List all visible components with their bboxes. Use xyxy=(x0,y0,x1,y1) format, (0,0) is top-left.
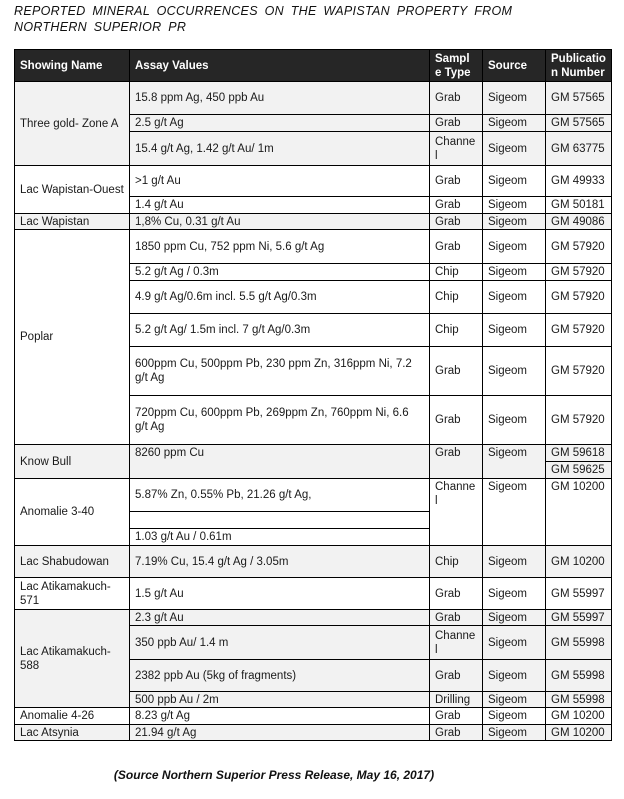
publication-number: GM 55997 xyxy=(546,578,612,610)
table-row xyxy=(15,578,612,610)
publication-number: GM 57920 xyxy=(546,396,612,445)
sample-type: Channe l xyxy=(430,626,483,660)
assay-value: 7.19% Cu, 15.4 g/t Ag / 3.05m xyxy=(130,546,430,578)
assay-value: 15.4 g/t Ag, 1.42 g/t Au/ 1m xyxy=(130,132,430,166)
assay-value: 15.8 ppm Ag, 450 ppb Au xyxy=(130,82,430,115)
showing-name: Poplar xyxy=(15,230,130,445)
sample-type: Grab xyxy=(430,610,483,626)
table-row xyxy=(15,708,612,725)
publication-number: GM 49933 xyxy=(546,166,612,197)
source: Sigeom xyxy=(483,230,546,264)
sample-type: Drilling xyxy=(430,692,483,708)
showing-name: Know Bull xyxy=(15,445,130,479)
publication-number: GM 10200 xyxy=(546,479,612,546)
table-row xyxy=(15,546,612,578)
source: Sigeom xyxy=(483,692,546,708)
assay-value: 5.2 g/t Ag/ 1.5m incl. 7 g/t Ag/0.3m xyxy=(130,314,430,347)
sample-type: Grab xyxy=(430,445,483,479)
showing-name: Three gold- Zone A xyxy=(15,82,130,166)
showing-name: Lac Atikamakuch-571 xyxy=(15,578,130,610)
source: Sigeom xyxy=(483,214,546,230)
sample-type: Grab xyxy=(430,230,483,264)
publication-number: GM 59625 xyxy=(546,462,612,479)
table-row xyxy=(15,230,612,264)
publication-number: GM 63775 xyxy=(546,132,612,166)
source: Sigeom xyxy=(483,264,546,281)
table-row xyxy=(15,445,612,462)
source: Sigeom xyxy=(483,578,546,610)
publication-number: GM 10200 xyxy=(546,708,612,725)
source: Sigeom xyxy=(483,82,546,115)
assay-value: 1850 ppm Cu, 752 ppm Ni, 5.6 g/t Ag xyxy=(130,230,430,264)
assay-value: 720ppm Cu, 600ppm Pb, 269ppm Zn, 760ppm Ni, 6.6 g/t Ag xyxy=(130,396,430,445)
publication-number: GM 55998 xyxy=(546,626,612,660)
sample-type: Grab xyxy=(430,708,483,725)
showing-name: Lac Wapistan xyxy=(15,214,130,230)
assay-value: 1,8% Cu, 0.31 g/t Au xyxy=(130,214,430,230)
source: Sigeom xyxy=(483,314,546,347)
assay-value: 600ppm Cu, 500ppm Pb, 230 ppm Zn, 316ppm Ni, 7.2 g/t Ag xyxy=(130,347,430,396)
publication-number: GM 57920 xyxy=(546,230,612,264)
source: Sigeom xyxy=(483,445,546,479)
publication-number: GM 57565 xyxy=(546,115,612,132)
header-publication-number: Publicatio n Number xyxy=(546,50,612,82)
assay-value: 8260 ppm Cu xyxy=(130,445,430,479)
publication-number: GM 57920 xyxy=(546,314,612,347)
source-citation: (Source Northern Superior Press Release, May 16, 2017) xyxy=(113,768,435,782)
publication-number: GM 10200 xyxy=(546,725,612,741)
source: Sigeom xyxy=(483,347,546,396)
header-sample-type: Sampl e Type xyxy=(430,50,483,82)
sample-type: Chip xyxy=(430,281,483,314)
mineral-occurrences-table xyxy=(14,49,612,741)
showing-name: Lac Wapistan-Ouest xyxy=(15,166,130,214)
assay-value: 1.5 g/t Au xyxy=(130,578,430,610)
source: Sigeom xyxy=(483,281,546,314)
table-row xyxy=(15,610,612,626)
publication-number: GM 57920 xyxy=(546,264,612,281)
table-header-row xyxy=(15,50,612,82)
source: Sigeom xyxy=(483,115,546,132)
sample-type: Channe l xyxy=(430,132,483,166)
assay-value: 5.87% Zn, 0.55% Pb, 21.26 g/t Ag, xyxy=(130,479,430,512)
source: Sigeom xyxy=(483,479,546,546)
table-row xyxy=(15,479,612,512)
sample-type: Chip xyxy=(430,264,483,281)
sample-type: Channe l xyxy=(430,479,483,546)
header-assay-values: Assay Values xyxy=(130,50,430,82)
source: Sigeom xyxy=(483,626,546,660)
publication-number: GM 49086 xyxy=(546,214,612,230)
assay-value: 2.3 g/t Au xyxy=(130,610,430,626)
source: Sigeom xyxy=(483,396,546,445)
assay-value: 500 ppb Au / 2m xyxy=(130,692,430,708)
publication-number: GM 57565 xyxy=(546,82,612,115)
sample-type: Grab xyxy=(430,197,483,214)
header-showing-name: Showing Name xyxy=(15,50,130,82)
table-row xyxy=(15,166,612,197)
source: Sigeom xyxy=(483,708,546,725)
sample-type: Grab xyxy=(430,578,483,610)
publication-number: GM 59618 xyxy=(546,445,612,462)
source: Sigeom xyxy=(483,660,546,692)
sample-type: Grab xyxy=(430,347,483,396)
source: Sigeom xyxy=(483,197,546,214)
header-source: Source xyxy=(483,50,546,82)
showing-name: Anomalie 3-40 xyxy=(15,479,130,546)
showing-name: Anomalie 4-26 xyxy=(15,708,130,725)
sample-type: Grab xyxy=(430,82,483,115)
assay-value xyxy=(130,512,430,529)
sample-type: Grab xyxy=(430,115,483,132)
showing-name: Lac Shabudowan xyxy=(15,546,130,578)
sample-type: Chip xyxy=(430,314,483,347)
source: Sigeom xyxy=(483,166,546,197)
publication-number: GM 57920 xyxy=(546,281,612,314)
assay-value: 2382 ppb Au (5kg of fragments) xyxy=(130,660,430,692)
sample-type: Grab xyxy=(430,660,483,692)
assay-value: >1 g/t Au xyxy=(130,166,430,197)
showing-name: Lac Atikamakuch-588 xyxy=(15,610,130,708)
assay-value: 4.9 g/t Ag/0.6m incl. 5.5 g/t Ag/0.3m xyxy=(130,281,430,314)
document-title: REPORTED MINERAL OCCURRENCES ON THE WAPISTAN PROPERTY FROM NORTHERN SUPERIOR PR xyxy=(14,4,513,34)
source: Sigeom xyxy=(483,725,546,741)
assay-value: 21.94 g/t Ag xyxy=(130,725,430,741)
assay-value: 350 ppb Au/ 1.4 m xyxy=(130,626,430,660)
source: Sigeom xyxy=(483,546,546,578)
sample-type: Grab xyxy=(430,725,483,741)
sample-type: Grab xyxy=(430,214,483,230)
publication-number: GM 50181 xyxy=(546,197,612,214)
source: Sigeom xyxy=(483,132,546,166)
source: Sigeom xyxy=(483,610,546,626)
assay-value: 5.2 g/t Ag / 0.3m xyxy=(130,264,430,281)
publication-number: GM 55998 xyxy=(546,692,612,708)
publication-number: GM 55997 xyxy=(546,610,612,626)
assay-value: 1.4 g/t Au xyxy=(130,197,430,214)
sample-type: Grab xyxy=(430,396,483,445)
showing-name: Lac Atsynia xyxy=(15,725,130,741)
publication-number: GM 57920 xyxy=(546,347,612,396)
publication-number: GM 55998 xyxy=(546,660,612,692)
publication-number: GM 10200 xyxy=(546,546,612,578)
assay-value: 1.03 g/t Au / 0.61m xyxy=(130,529,430,546)
sample-type: Chip xyxy=(430,546,483,578)
table-row xyxy=(15,214,612,230)
table-row xyxy=(15,82,612,115)
table-row xyxy=(15,725,612,741)
sample-type: Grab xyxy=(430,166,483,197)
assay-value: 8.23 g/t Ag xyxy=(130,708,430,725)
assay-value: 2.5 g/t Ag xyxy=(130,115,430,132)
